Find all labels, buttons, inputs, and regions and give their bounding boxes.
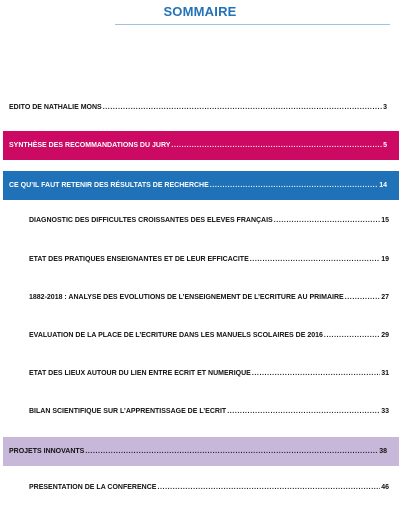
toc-entry-page: 19 xyxy=(381,256,389,263)
toc-entry-label: ÉVALUATION DE LA PLACE DE L’ÉCRITURE DANS LES MANUELS SCOLAIRES DE 2016 xyxy=(29,332,323,339)
toc-leader-dots xyxy=(274,217,380,224)
toc-leader-dots xyxy=(324,332,380,339)
title-divider xyxy=(115,24,390,25)
toc-section-recommandations[interactable] xyxy=(3,131,399,160)
toc-entry-page: 31 xyxy=(381,370,389,377)
toc-subentry-conference[interactable] xyxy=(29,484,389,496)
toc-entry-page: 46 xyxy=(381,484,389,491)
toc-entry-page: 14 xyxy=(379,182,387,189)
toc-section-recherche[interactable] xyxy=(3,171,399,200)
toc-entry-label: SYNTHÈSE DES RECOMMANDATIONS DU JURY xyxy=(9,142,171,149)
toc-leader-dots xyxy=(252,370,380,377)
toc-entry-page: 29 xyxy=(381,332,389,339)
page-title: SOMMAIRE xyxy=(163,4,237,19)
toc-entry-page: 33 xyxy=(381,408,389,415)
toc-entry-page: 3 xyxy=(383,104,387,111)
toc-entry-label: ÉTAT DES PRATIQUES ENSEIGNANTES ET DE LEUR EFFICACITÉ xyxy=(29,256,249,263)
toc-subentry-bilan[interactable] xyxy=(29,408,389,420)
toc-entry-label: DIAGNOSTIC DES DIFFICULTÉS CROISSANTES DES ÉLÈVES FRANÇAIS xyxy=(29,217,273,224)
toc-subentry-numerique[interactable] xyxy=(29,370,389,382)
toc-leader-dots xyxy=(157,484,380,491)
toc-entry-label: 1882-2018 : ANALYSE DES ÉVOLUTIONS DE L’ENSEIGNEMENT DE L’ECRITURE AU PRIMAIRE xyxy=(29,294,344,301)
toc-entry-label: ÉDITO DE NATHALIE MONS xyxy=(9,104,102,111)
toc-section-projets[interactable] xyxy=(3,437,399,466)
toc-subentry-evolutions[interactable] xyxy=(29,294,389,306)
toc-entry-edito[interactable] xyxy=(3,104,399,116)
toc-entry-page: 27 xyxy=(381,294,389,301)
toc-subentry-manuels[interactable] xyxy=(29,332,389,344)
toc-entry-page: 15 xyxy=(381,217,389,224)
toc-subentry-diagnostic[interactable] xyxy=(29,217,389,229)
toc-leader-dots xyxy=(250,256,380,263)
toc-entry-label: BILAN SCIENTIFIQUE SUR L’APPRENTISSAGE DE L’ÉCRIT xyxy=(29,408,227,415)
toc-entry-page: 38 xyxy=(379,448,387,455)
toc-subentry-pratiques[interactable] xyxy=(29,256,389,268)
toc-entry-label: PRÉSENTATION DE LA CONFÉRENCE xyxy=(29,484,157,491)
toc-entry-page: 5 xyxy=(383,142,387,149)
toc-leader-dots xyxy=(227,408,380,415)
toc-leader-dots xyxy=(210,182,378,189)
toc-entry-label: CE QU’IL FAUT RETENIR DES RÉSULTATS DE RECHERCHE xyxy=(9,182,209,189)
toc-leader-dots xyxy=(85,448,378,455)
toc-leader-dots xyxy=(345,294,381,301)
toc-leader-dots xyxy=(103,104,382,111)
toc-entry-label: ÉTAT DES LIEUX AUTOUR DU LIEN ENTRE ÉCRIT ET NUMÉRIQUE xyxy=(29,370,251,377)
toc-entry-label: PROJETS INNOVANTS xyxy=(9,448,85,455)
toc-leader-dots xyxy=(171,142,382,149)
